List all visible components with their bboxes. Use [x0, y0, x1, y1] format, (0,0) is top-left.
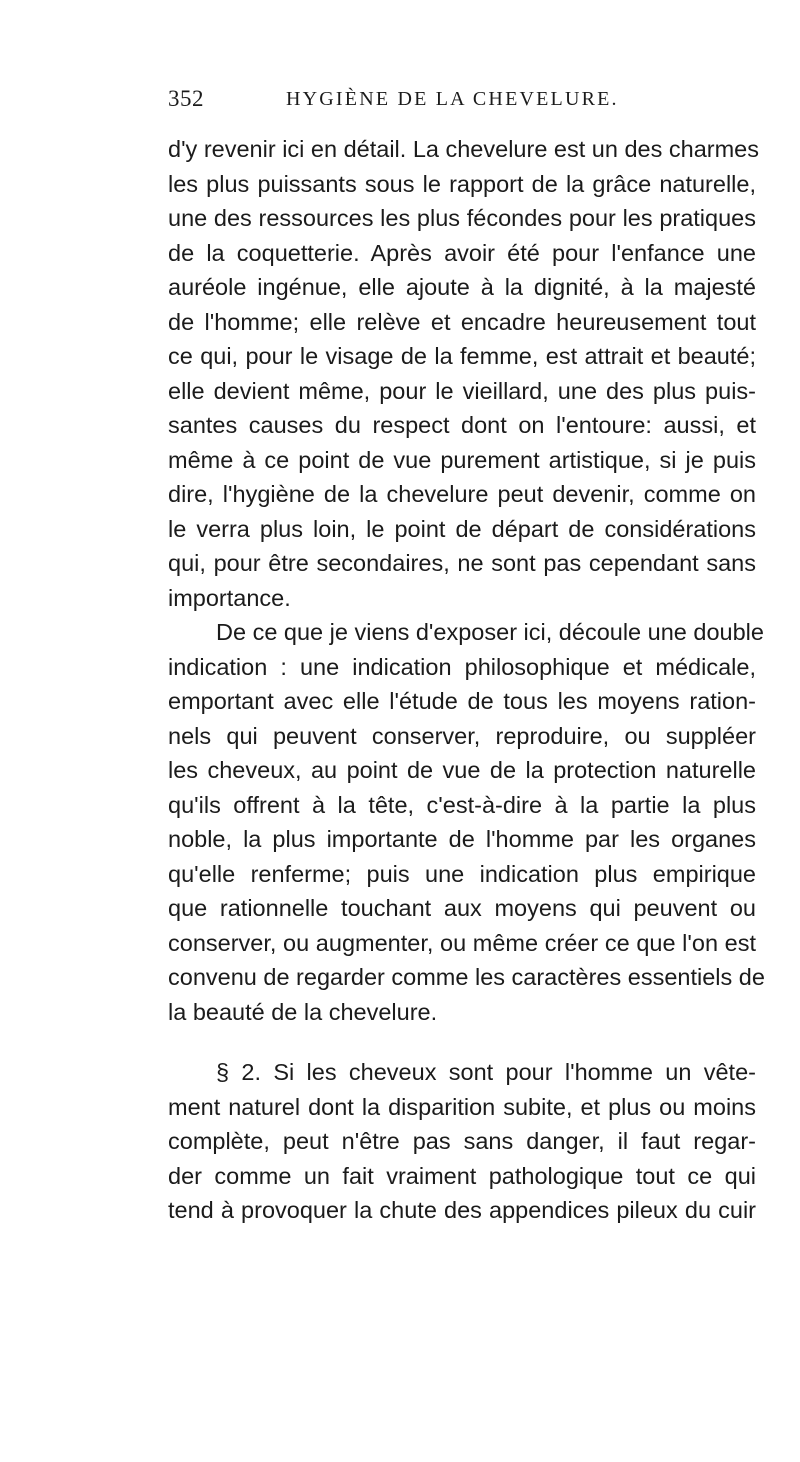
text-line: ment naturel dont la disparition subite, et plus ou moins [168, 1093, 756, 1120]
text-line: les plus puissants sous le rapport de la grâce naturelle, [168, 170, 756, 197]
running-title: HYGIÈNE DE LA CHEVELURE. [286, 88, 619, 110]
text-line: qui, pour être secondaires, ne sont pas cependant sans [168, 550, 756, 576]
text-line: de l'homme; elle relève et encadre heureusement tout [168, 308, 756, 335]
text-line: auréole ingénue, elle ajoute à la dignité, à la majesté [168, 274, 756, 300]
text-line: qu'elle renferme; puis une indication plus empirique [168, 860, 756, 887]
text-line: indication : une indication philosophique et médicale, [168, 653, 756, 680]
page-header [168, 86, 800, 126]
text-line: conserver, ou augmenter, ou même créer ce que l'on est [168, 929, 756, 956]
page-number: 352 [168, 86, 204, 111]
text-line: noble, la plus importante de l'homme par les organes [168, 826, 756, 852]
text-line: convenu de regarder comme les caractères essentiels de [168, 964, 765, 990]
text-line: que rationnelle touchant aux moyens qui peuvent ou [168, 895, 756, 921]
section-gap [168, 1029, 756, 1055]
text-line: les cheveux, au point de vue de la protection naturelle [168, 757, 756, 783]
text-line: emportant avec elle l'étude de tous les moyens ration- [168, 688, 756, 714]
text-line: tend à provoquer la chute des appendices pileux du cuir [168, 1197, 756, 1223]
text-line: der comme un fait vraiment pathologique tout ce qui [168, 1162, 756, 1189]
section-start-line: § 2. Si les cheveux sont pour l'homme un vête- [216, 1059, 756, 1085]
text-line: importance. [168, 584, 291, 611]
text-line: de la coquetterie. Après avoir été pour l'enfance une [168, 239, 756, 266]
text-line: d'y revenir ici en détail. La chevelure est un des charmes [168, 136, 759, 162]
body-text [168, 132, 765, 1228]
text-line: le verra plus loin, le point de départ de considérations [168, 515, 756, 542]
text-line: même à ce point de vue purement artistique, si je puis [168, 446, 756, 473]
text-line: une des ressources les plus fécondes pour les pratiques [168, 205, 756, 231]
text-line: qu'ils offrent à la tête, c'est-à-dire à la partie la plus [168, 791, 756, 818]
text-line: nels qui peuvent conserver, reproduire, ou suppléer [168, 722, 756, 749]
text-line: ce qui, pour le visage de la femme, est attrait et beauté; [168, 343, 756, 369]
text-line: elle devient même, pour le vieillard, une des plus puis- [168, 377, 756, 404]
text-line: dire, l'hygiène de la chevelure peut devenir, comme on [168, 481, 756, 507]
text-line: santes causes du respect dont on l'entoure: aussi, et [168, 412, 756, 438]
text-line: la beauté de la chevelure. [168, 998, 438, 1025]
paragraph-start-line: De ce que je viens d'exposer ici, découle une double [216, 619, 764, 645]
text-line: complète, peut n'être pas sans danger, il faut regar- [168, 1128, 756, 1154]
